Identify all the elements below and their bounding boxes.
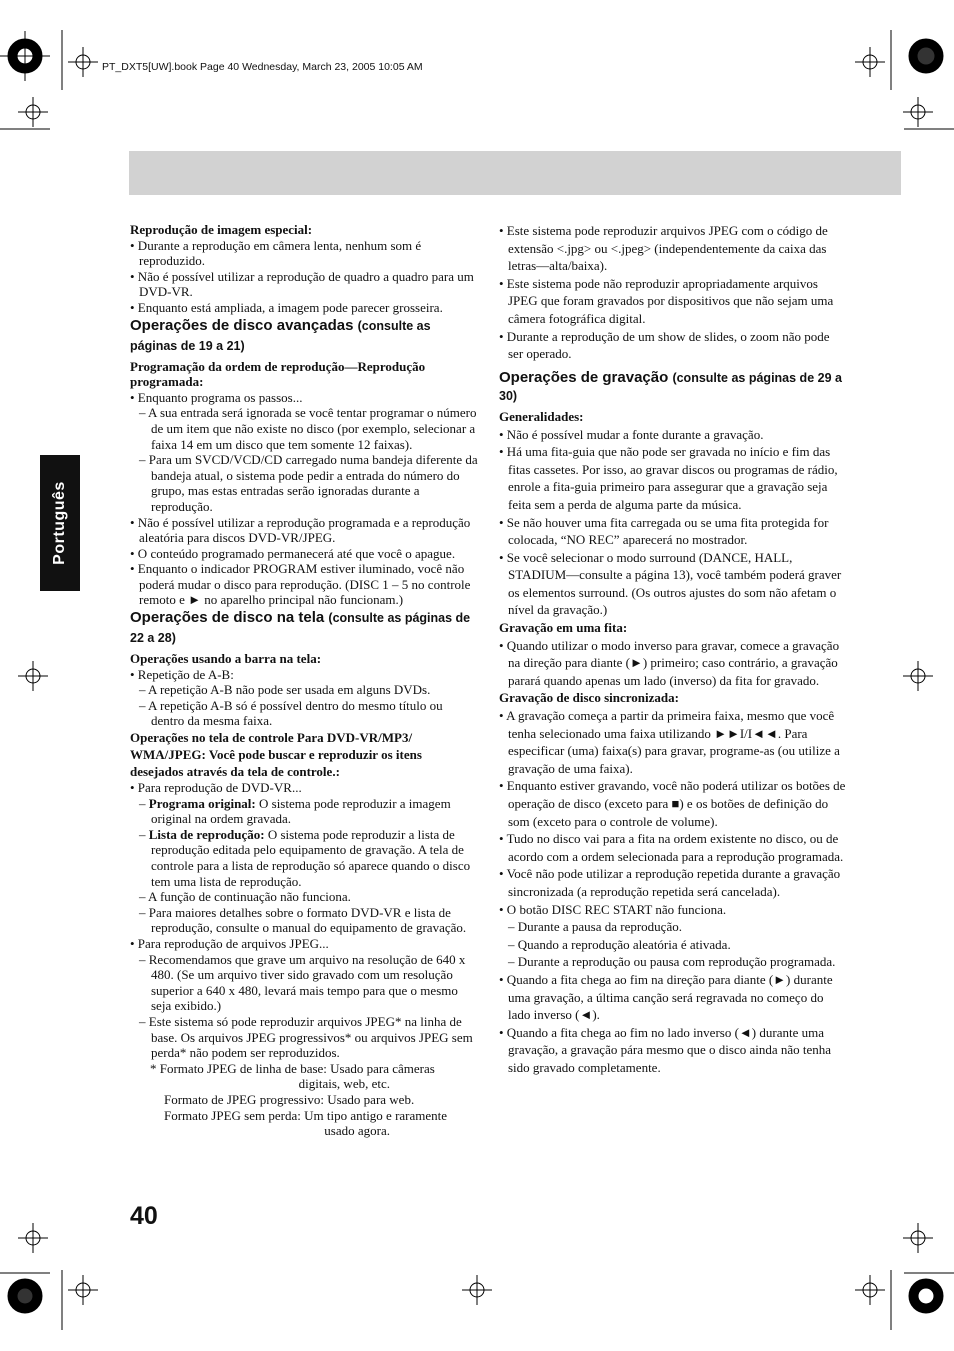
list-item: • Repetição de A-B: <box>130 666 234 682</box>
subheading: Gravação em uma fita: <box>499 620 628 636</box>
list-item: • Durante a reprodução de um show de slides, o zoom não pode ser operado. <box>499 328 830 362</box>
list-item: – Quando a reprodução aleatória é ativada. <box>508 936 731 952</box>
subheading: Gravação de disco sincronizada: <box>499 690 679 706</box>
list-item: – A sua entrada será ignorada se você tentar programar o número de um item que não existe no disco (por exemplo, selecionar a faixa 14 em um disco que tem somente 12 faixas). <box>139 405 477 452</box>
list-item: – Durante a reprodução ou pausa com reprodução programada. <box>508 954 836 970</box>
list-item: • O botão DISC REC START não funciona. <box>499 901 727 917</box>
subheading: Programação da ordem de reprodução—Reprodução programada: <box>130 358 426 390</box>
section-title: Operações de gravação (consulte as páginas de 29 a 30) <box>499 368 842 404</box>
list-item: • O conteúdo programado permanecerá até que você o apague. <box>130 545 456 561</box>
list-item: – A função de continuação não funciona. <box>139 889 351 905</box>
list-item: • Quando utilizar o modo inverso para gravar, comece a gravação na direção para diante (►) primeiro; caso contrário, a gravação parará quando apenas um lado (inverso) da fita for gravado. <box>499 637 840 688</box>
gray-banner <box>129 151 901 195</box>
list-item: • Há uma fita-guia que não pode ser gravada no início e fim das fitas cassetes. Por isso, ao gravar discos ou programas de rádio, enrole a fita-guia primeiro para assegurar que a gravação seja feita sem a perda de alguma parte da música. <box>499 444 838 512</box>
list-item: • Quando a fita chega ao fim no lado inverso (◄) durante uma gravação, a gravação pára mesmo que o disco ainda não tenha sido gravado completamente. <box>499 1024 832 1075</box>
list-item: • Durante a reprodução em câmera lenta, nenhum som é reproduzido. <box>130 237 422 269</box>
list-item: – Durante a pausa da reprodução. <box>508 919 682 935</box>
list-item: • Você não pode utilizar a reprodução repetida durante a gravação sincronizada (a reprodução repetida será cancelada). <box>499 866 841 899</box>
page-number: 40 <box>130 1202 158 1230</box>
list-item: – Este sistema só pode reproduzir arquivos JPEG* na linha de base. Os arquivos JPEG progressivos* ou arquivos JPEG sem perda* não podem ser reproduzidos. <box>139 1013 473 1061</box>
list-item: • Para reprodução de arquivos JPEG... <box>130 935 329 951</box>
list-item: • Este sistema pode reproduzir arquivos JPEG com o código de extensão <.jpg> ou <.jpeg> (independentemente da caixa das letras—alta/baixa). <box>499 223 828 274</box>
list-item: – Para maiores detalhes sobre o formato DVD-VR e lista de reprodução, consulte o manual do equipamento de gravação. <box>139 904 467 936</box>
list-item: • Enquanto programa os passos... <box>130 389 303 405</box>
list-item: • Não é possível utilizar a reprodução de quadro a quadro para um DVD-VR. <box>130 268 474 300</box>
list-item: • Não é possível mudar a fonte durante a gravação. <box>499 426 764 442</box>
subheading: Operações no tela de controle Para DVD-VR/MP3/ WMA/JPEG: Você pode buscar e reproduzir os itens desejados através da tela de controle.: <box>130 730 422 780</box>
list-item: – A repetição A-B não pode ser usada em alguns DVDs. <box>139 682 431 698</box>
section-title: Operações de disco na tela (consulte as páginas de 22 a 28) <box>130 609 471 646</box>
section-title: Operações de disco avançadas (consulte as páginas de 19 a 21) <box>130 316 431 353</box>
list-item: – Para um SVCD/VCD/CD carregado numa bandeja diferente da bandeja atual, o sistema pode pedir a entrada do número do grupo, mas estas entradas serão ignoradas durante a reprodução. <box>139 452 478 514</box>
list-item: • Tudo no disco vai para a fita na ordem existente no disco, ou de acordo com a ordem selecionada para a reprodução programada. <box>499 831 844 864</box>
heading: Reprodução de imagem especial: <box>130 222 313 237</box>
list-item: • Se não houver uma fita carregada ou se uma fita protegida for colocada, “NO REC” aparecerá no mostrador. <box>499 514 829 548</box>
language-tab-label: Português <box>51 481 68 565</box>
list-item: • Este sistema pode não reproduzir apropriadamente arquivos JPEG que foram gravados por dispositivos que não sejam uma câmera fotográfica digital. <box>499 275 834 326</box>
footnote: Formato JPEG sem perda: Um tipo antigo e raramente <box>164 1107 448 1123</box>
list-item: • Quando a fita chega ao fim na direção para diante (►) durante uma gravação, a última canção será regravada no começo do lado inverso (◄). <box>499 971 833 1023</box>
footnote: * Formato JPEG de linha de base: Usado para câmeras <box>150 1060 435 1076</box>
subheading: Generalidades: <box>499 408 584 424</box>
footnote: Formato de JPEG progressivo: Usado para web. <box>164 1091 415 1107</box>
footnote: usado agora. <box>324 1123 390 1139</box>
language-tab <box>40 455 80 591</box>
subheading: Operações usando a barra na tela: <box>130 651 322 667</box>
list-item: – A repetição A-B só é possível dentro do mesmo título ou dentro da mesma faixa. <box>139 697 443 729</box>
file-header: PT_DXT5[UW].book Page 40 Wednesday, March 23, 2005 10:05 AM <box>102 61 423 73</box>
list-item: • A gravação começa a partir da primeira faixa, mesmo que você tenha selecionado uma faixa utilizando ►►I/I◄◄. Para especificar (uma) faixa(s) para gravar, programe-as (ou utilize a gravação de uma faixa). <box>499 708 840 776</box>
list-item: • Se você selecionar o modo surround (DANCE, HALL, STADIUM—consulte a página 13), você também poderá graver os elementos surround. (Os outros ajustes do som não afetam o nível da gravação.) <box>499 549 842 618</box>
list-item: • Para reprodução de DVD-VR... <box>130 780 302 796</box>
left-column <box>130 222 478 1139</box>
right-column <box>499 222 847 1077</box>
list-item: • Enquanto o indicador PROGRAM estiver iluminado, você não poderá mudar o disco para reprodução. (DISC 1 – 5 no controle remoto e ► no aparelho principal não funcionam.) <box>130 561 471 608</box>
list-item: – Recomendamos que grave um arquivo na resolução de 640 x 480. (Se um arquivo tiver sido gravado com um resolução superior a 640 x 480, levará mais tempo para que o mesmo seja exibido.) <box>139 951 466 1014</box>
list-item: – Lista de reprodução: O sistema pode reproduzir a lista de reprodução editada pelo equipamento de gravação. A tela de controle para a lista de reprodução só aparece quando o disco tem uma lista de reprodução. <box>139 826 471 889</box>
list-item: • Enquanto está ampliada, a imagem pode parecer grosseira. <box>130 299 443 315</box>
footnote: digitais, web, etc. <box>298 1076 390 1092</box>
list-item: • Não é possível utilizar a reprodução programada e a reprodução aleatória para discos DVD-VR/JPEG. <box>130 514 471 546</box>
list-item: – Programa original: O sistema pode reproduzir a imagem original na ordem gravada. <box>139 795 451 827</box>
list-item: • Enquanto estiver gravando, você não poderá utilizar os botões de operação de disco (exceto para ■) e os botões de definição do som (exceto para o controle de volume). <box>499 778 846 829</box>
